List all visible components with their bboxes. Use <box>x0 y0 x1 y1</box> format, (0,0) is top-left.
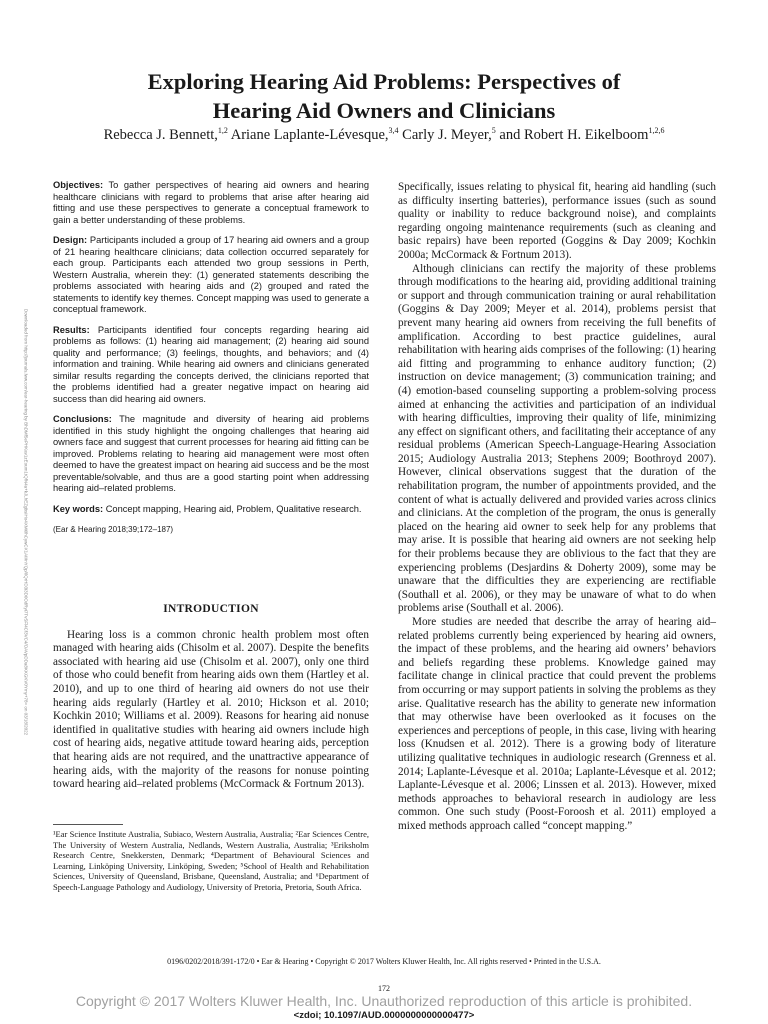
results-label: Results: <box>53 324 90 335</box>
body-paragraph: Hearing loss is a common chronic health problem most often managed with hearing aids (Chisolm et al. 2007). Despite the benefits associated with hearing aid use (Chisolm et al. 2007), only one third of those who could benefit from hearing aids own them (Hartley et al. 2010), and up to one third of hearing aid owners do not use their hearing aids regularly (Hartley et al. 2010; Hickson et al. 2010; Kochkin 2010; Williams et al. 2009). Reasons for hearing aid nonuse identified in qualitative studies with hearing aid owners include high cost of hearing aids, negative attitude toward hearing aids, perception that hearing aids are not required, and the unattractive appearance of hearing aids, with the majority of the reasons for nonuse pointing toward hearing aid–related problems (McCormack & Fortnum 2013). <box>53 628 369 791</box>
author-name: Ariane Laplante-Lévesque, <box>227 127 389 143</box>
abstract-objectives <box>53 180 369 226</box>
author-name: Rebecca J. Bennett, <box>103 127 218 143</box>
author-name: Carly J. Meyer, <box>398 127 492 143</box>
right-column <box>398 181 716 834</box>
conclusions-text: The magnitude and diversity of hearing aid problems identified in this study highlight the ongoing challenges that hearing aid owners face and suggest that current processes for hearing aid fitting can be improved. Problems relating to hearing aid management were most often deemed to have the greatest impact on hearing aid success and be the most preventable/solvable, and thus are a good starting point when addressing hearing aid–related problems. <box>53 414 369 493</box>
author-affiliation: 5 <box>491 126 496 135</box>
conclusions-label: Conclusions: <box>53 414 112 424</box>
objectives-text: To gather perspectives of hearing aid owners and hearing healthcare clinicians with regard to problems that arise after hearing aid fitting and use these perspectives to generate a conceptual framework to gain a better understanding of these problems. <box>53 180 369 225</box>
abstract-design <box>53 235 369 316</box>
section-heading: INTRODUCTION <box>163 603 259 615</box>
title-line-1: Exploring Hearing Aid Problems: Perspectives of <box>147 69 621 95</box>
design-text: Participants included a group of 17 hearing aid owners and a group of 21 hearing healthcare clinicians; data collection occurred separately for each group. Participants each attended two group sessions in Perth, Western Australia, wherein they: (1) generated statements describing the problems associated with hearing aids and (2) grouped and rated the statements to identify key themes. Concept mapping was used to generate a conceptual framework. <box>53 235 369 314</box>
body-paragraph: More studies are needed that describe the array of hearing aid–related problems currently being experienced by hearing aid owners, the impact of these problems, and the hearing aid owners’ behaviors and beliefs regarding these problems. Knowledge gained may facilitate change in clinical practice that could prevent the problems from occurring or may support patients in solving the problems as they arise. Qualitative research has the ability to generate new information that may otherwise have been overlooked as it focuses on the experiences and perceptions of people, in this case, living with hearing loss (Knudsen et al. 2012). There is a growing body of literature utilizing qualitative techniques in audiologic research (Grenness et al. 2014; Laplante-Lévesque et al. 2010a; Laplante-Lévesque et al. 2012; Laplante-Lévesque et al. 2006; Linssen et al. 2013). However, mixed methods approaches to behavioral research in audiology are less common. One such study (Poost-Foroosh et al. 2011) employed a mixed methods approach called “concept mapping.” <box>398 616 716 832</box>
footnote-divider <box>53 824 123 825</box>
body-paragraph: Specifically, issues relating to physical fit, hearing aid handling (such as difficulty inserting batteries), performance issues (such as sound quality or inability to reduce background noise), and complaints regarding ongoing maintenance requirements (such as cleaning and basic repairs) have been reported (Goggins & Day 2009; Kochkin 2000a; McCormack & Fortnum 2013). <box>398 181 716 261</box>
page-number: 172 <box>378 984 390 993</box>
journal-citation: (Ear & Hearing 2018;39;172–187) <box>53 525 174 534</box>
author-name: and Robert H. Eikelboom <box>495 127 649 143</box>
design-label: Design: <box>53 235 88 245</box>
author-affiliation: 3,4 <box>388 126 399 135</box>
copyright-banner: Copyright © 2017 Wolters Kluwer Health, Inc. Unauthorized reproduction of this article is prohibited. <box>75 993 693 1009</box>
article-title <box>0 67 768 125</box>
author-affiliation: 1,2 <box>217 126 228 135</box>
abstract-conclusions <box>53 414 369 495</box>
keywords-label: Key words: <box>53 503 104 514</box>
doi-link[interactable]: <zdoi; 10.1097/AUD.0000000000000477> <box>293 1010 475 1021</box>
introduction-section <box>53 603 369 792</box>
body-paragraph: Although clinicians can rectify the majority of these problems through modifications to the hearing aid, providing additional training or support and through communication training or aural rehabilitation (Goggins & Day 2009; Meyer et al. 2014), problems persist that prevent many hearing aid owners from receiving the full benefits of amplification. According to best practice guidelines, aural rehabilitation with hearing aids comprises of the following: (1) hearing aid fitting and programming to enhance auditory function; (2) instruction on device management; (3) communication training; and (4) emotion-based counseling supporting a problem-solving process aimed at enhancing the activities and participation of an individual with hearing difficulties, improving their quality of life, minimizing any effect on significant others, and facilitating their acceptance of any residual problems (American Speech-Language-Hearing Association 2015; Audiology Australia 2013; Stephens 2009; Boothroyd 2007). However, clinical observations suggest that the duration of the rehabilitation program, the number of appointments provided, and the content of what is actually delivered and provided varies across clinics and clinicians. At the completion of the program, the onus is generally placed on the hearing aid owner to seek help for any problems that may arise. It is possible that hearing aid owners are not seeking help for their problems because they are oblivious to the fact that they are experiencing problems (Desjardins & Doherty 2009), some may be unaware that the difficulties they are experiencing are rectifiable (Southall et al. 2006), or they may be unaware of what to do when problems arise (Southall et al. 2006). <box>398 262 716 615</box>
affiliations-footnote: ¹Ear Science Institute Australia, Subiaco, Western Australia, Australia; ²Ear Sciences Centre, The University of Western Australia, Nedlands, Western Australia, Australia; ³Eriksholm Research Centre, Snekkersten, Denmark; ⁴Department of Behavioural Sciences and Learning, Linköping University, Linköping, Sweden; ⁵School of Health and Rehabilitation Sciences, University of Queensland, Brisbane, Queensland, Australia; and ⁶Department of Speech-Language Pathology and Audiology, University of Pretoria, Pretoria, South Africa. <box>53 829 369 892</box>
title-line-2: Hearing Aid Owners and Clinicians <box>212 98 556 124</box>
abstract-keywords <box>53 504 369 516</box>
abstract <box>53 180 369 536</box>
abstract-results <box>53 325 369 406</box>
copyright-line: 0196/0202/2018/391-172/0 • Ear & Hearing • Copyright © 2017 Wolters Kluwer Health, Inc. All rights reserved • Printed in the U.S.A. <box>167 957 601 966</box>
author-affiliation: 1,2,6 <box>648 126 665 135</box>
keywords-text: Concept mapping, Hearing aid, Problem, Qualitative research. <box>103 503 362 514</box>
objectives-label: Objectives: <box>53 180 104 190</box>
download-watermark <box>20 262 32 782</box>
author-list <box>0 122 768 144</box>
results-text: Participants identified four concepts regarding hearing aid problems as follows: (1) hearing aid management; (2) hearing aid sound quality and performance; (3) feelings, thoughts, and behaviors; and (4) information and training. While hearing aid owners and clinicians generated similar results regarding the concepts derived, the clinicians reported that the problems identified had a greater negative impact on hearing aid success than did hearing aid owners. <box>53 324 369 404</box>
download-note: Downloaded from http://journals.lww.com/ear-hearing by BhDMf5ePHKav1zEoum1tQfN4a+kJLhEZgbsIHo4XMi0hCywCX1AWnYQp/IlQrHD3i3D0OdRyi7TvSFl4Cf3VC4/OAVpDDa8KKGKV0Ymy+78= on 03/18/2022 <box>23 308 29 736</box>
